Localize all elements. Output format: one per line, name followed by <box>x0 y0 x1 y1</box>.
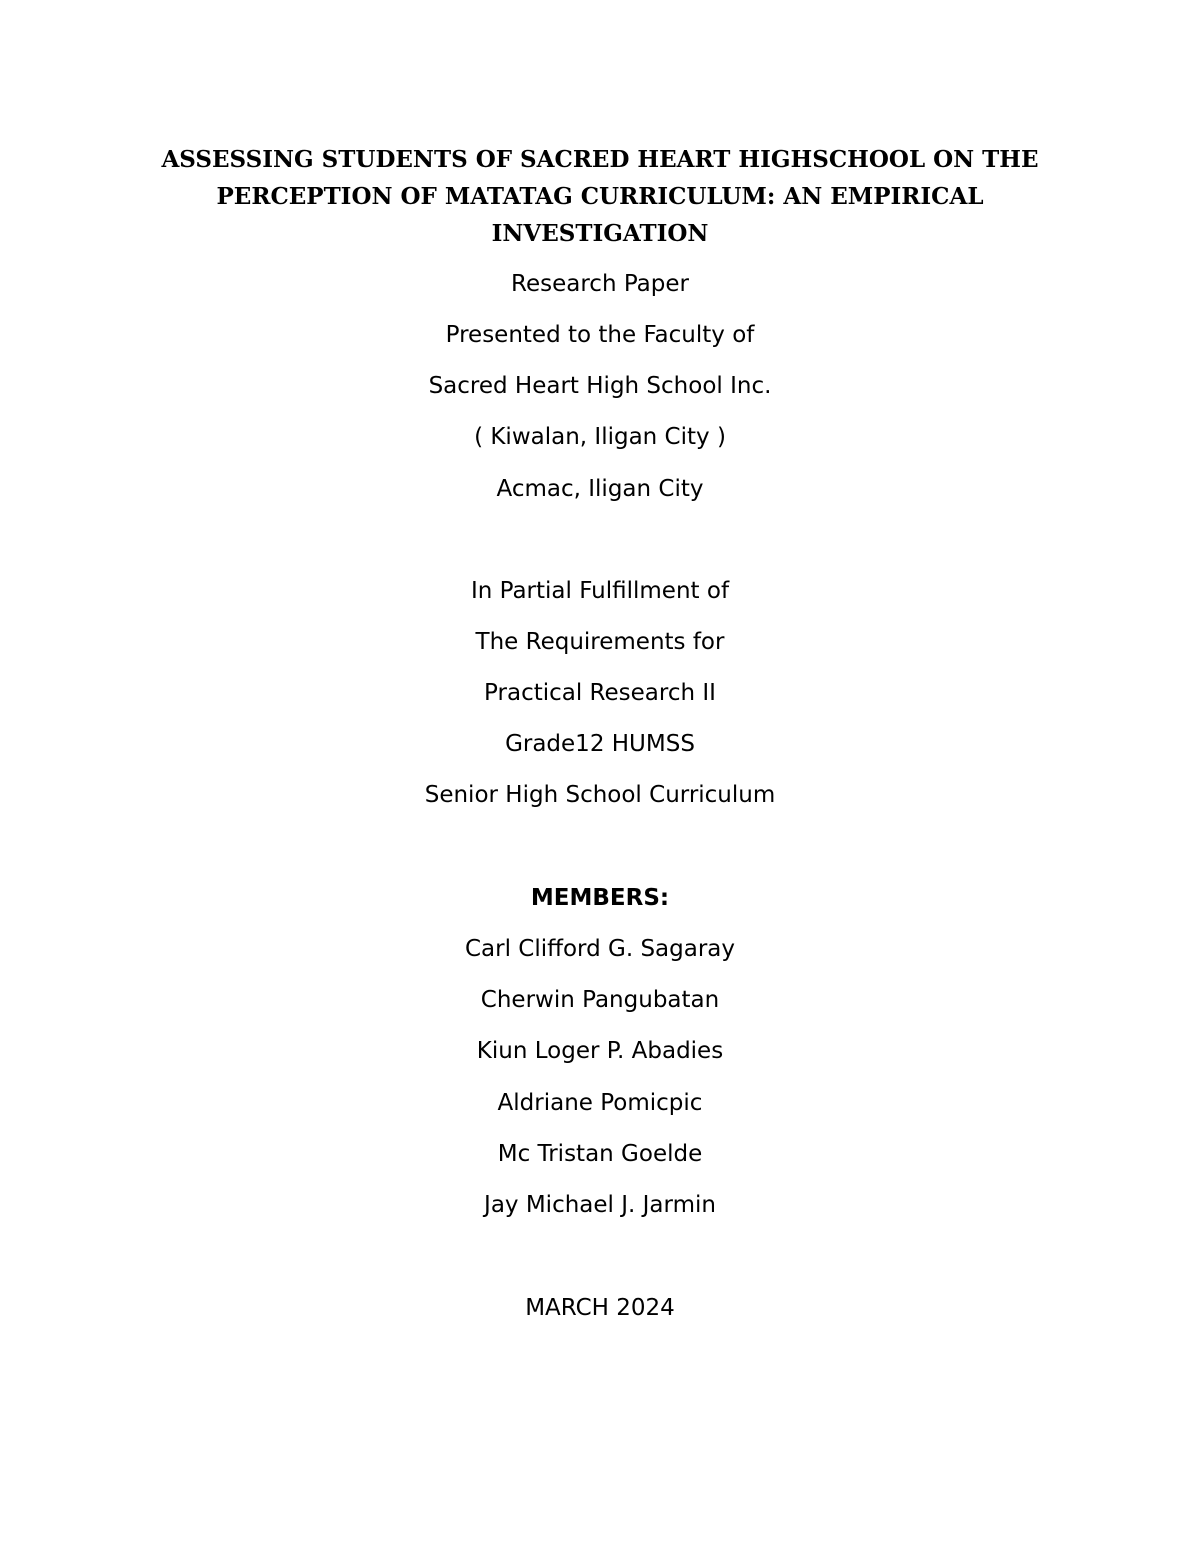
subject-name: Practical Research II <box>484 680 716 706</box>
curriculum-name: Senior High School Curriculum <box>424 782 776 808</box>
member-name: Carl Clifford G. Sagaray <box>464 936 736 962</box>
presented-to: Presented to the Faculty of <box>445 322 755 348</box>
member-name: Cherwin Pangubatan <box>480 987 720 1013</box>
school-name: Sacred Heart High School Inc. <box>428 373 772 399</box>
school-location-paren: ( Kiwalan, Iligan City ) <box>474 424 726 450</box>
paper-title <box>100 141 1100 252</box>
title-line: ASSESSING STUDENTS OF SACRED HEART HIGHSCHOOL ON THE <box>161 146 1039 173</box>
member-name: Mc Tristan Goelde <box>497 1141 703 1167</box>
title-line: PERCEPTION OF MATATAG CURRICULUM: AN EMPIRICAL <box>216 183 984 210</box>
member-name: Jay Michael J. Jarmin <box>484 1192 716 1218</box>
paper-type: Research Paper <box>511 271 689 297</box>
member-name: Kiun Loger P. Abadies <box>476 1038 724 1064</box>
grade-strand: Grade12 HUMSS <box>505 731 695 757</box>
title-line: INVESTIGATION <box>491 220 709 247</box>
member-name: Aldriane Pomicpic <box>497 1090 703 1116</box>
school-location: Acmac, Iligan City <box>496 476 704 502</box>
fulfillment-line-2: The Requirements for <box>475 629 725 655</box>
submission-date: MARCH 2024 <box>525 1295 675 1321</box>
members-heading: MEMBERS: <box>530 885 670 911</box>
fulfillment-line-1: In Partial Fulfillment of <box>470 578 730 604</box>
